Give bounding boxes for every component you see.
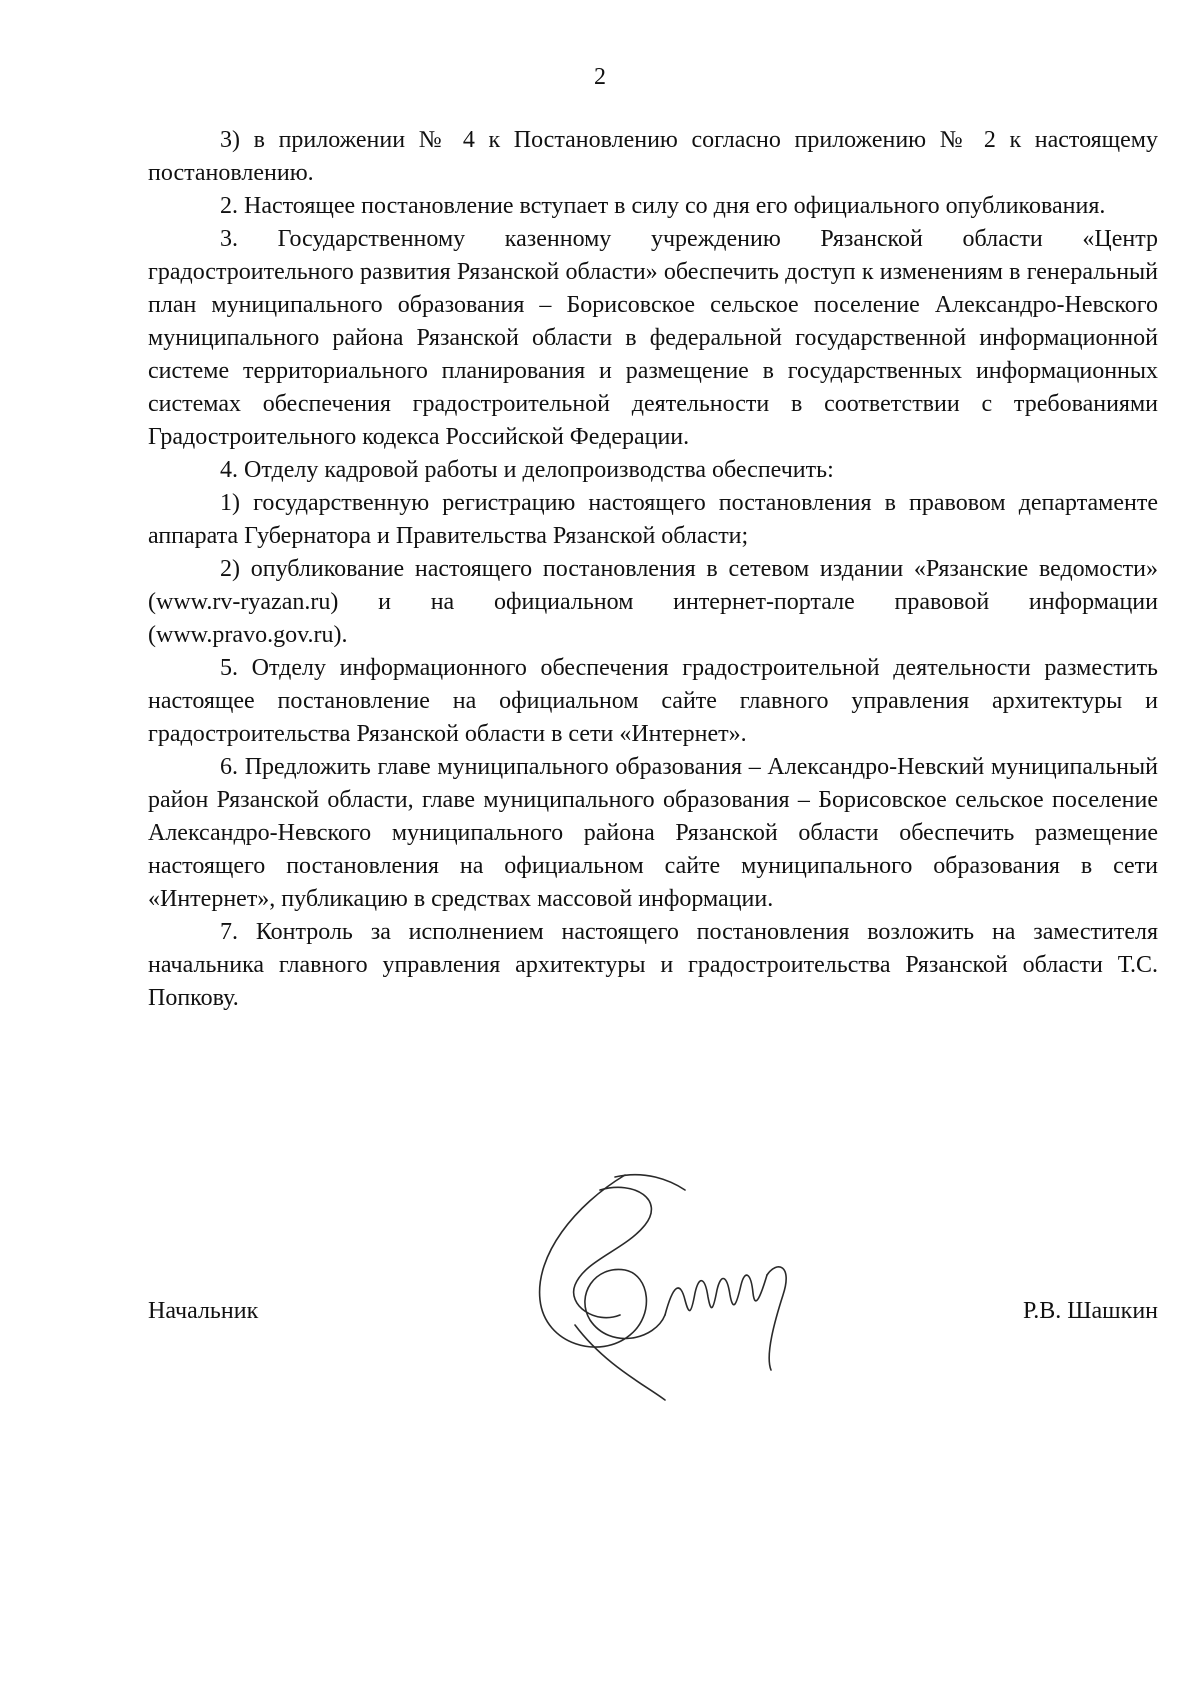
paragraph-item-3-appendix: 3) в приложении № 4 к Постановлению согласно приложению № 2 к настоящему постановлению.	[148, 127, 1158, 186]
paragraph-2-effective-date: 2. Настоящее постановление вступает в силу со дня его официального опубликования.	[220, 193, 1106, 219]
paragraph-6-municipal-heads: 6. Предложить главе муниципального образования – Александро-Невский муниципальный район Рязанской области, главе муниципального образования – Борисовское сельское поселение Александро-Невского муниципального района Рязанской области обеспечить размещение настоящего постановления на официальном сайте муниципального образования в сети «Интернет», публикацию в средствах массовой информации.	[148, 754, 1158, 912]
paragraph-7-control: 7. Контроль за исполнением настоящего постановления возложить на заместителя начальника главного управления архитектуры и градостроительства Рязанской области Т.С. Попкову.	[148, 919, 1158, 1011]
paragraph-4-records-department: 4. Отделу кадровой работы и делопроизводства обеспечить:	[220, 457, 834, 483]
paragraph-4-2-publication: 2) опубликование настоящего постановления в сетевом издании «Рязанские ведомости» (www.rv-ryazan.ru) и на официальном интернет-портале правовой информации (www.pravo.gov.ru).	[148, 556, 1158, 648]
paragraph-5-website-placement: 5. Отделу информационного обеспечения градостроительной деятельности разместить настоящее постановление на официальном сайте главного управления архитектуры и градостроительства Рязанской области в сети «Интернет».	[148, 655, 1158, 747]
paragraph-4-1-registration: 1) государственную регистрацию настоящего постановления в правовом департаменте аппарата Губернатора и Правительства Рязанской области;	[148, 490, 1158, 549]
signatory-name: Р.В. Шашкин	[1022, 1298, 1158, 1324]
handwritten-signature	[515, 1165, 805, 1405]
document-body	[148, 124, 1158, 1015]
paragraph-3-access-provision: 3. Государственному казенному учреждению Рязанской области «Центр градостроительного развития Рязанской области» обеспечить доступ к изменениям в генеральный план муниципального образования – Борисовское сельское поселение Александро-Невского муниципального района Рязанской области в федеральной государственной информационной системе территориального планирования и размещение в государственных информационных системах обеспечения градостроительной деятельности в соответствии с требованиями Градостроительного кодекса Российской Федерации.	[148, 226, 1158, 450]
page-number: 2	[594, 64, 606, 90]
signatory-title: Начальник	[148, 1298, 259, 1324]
